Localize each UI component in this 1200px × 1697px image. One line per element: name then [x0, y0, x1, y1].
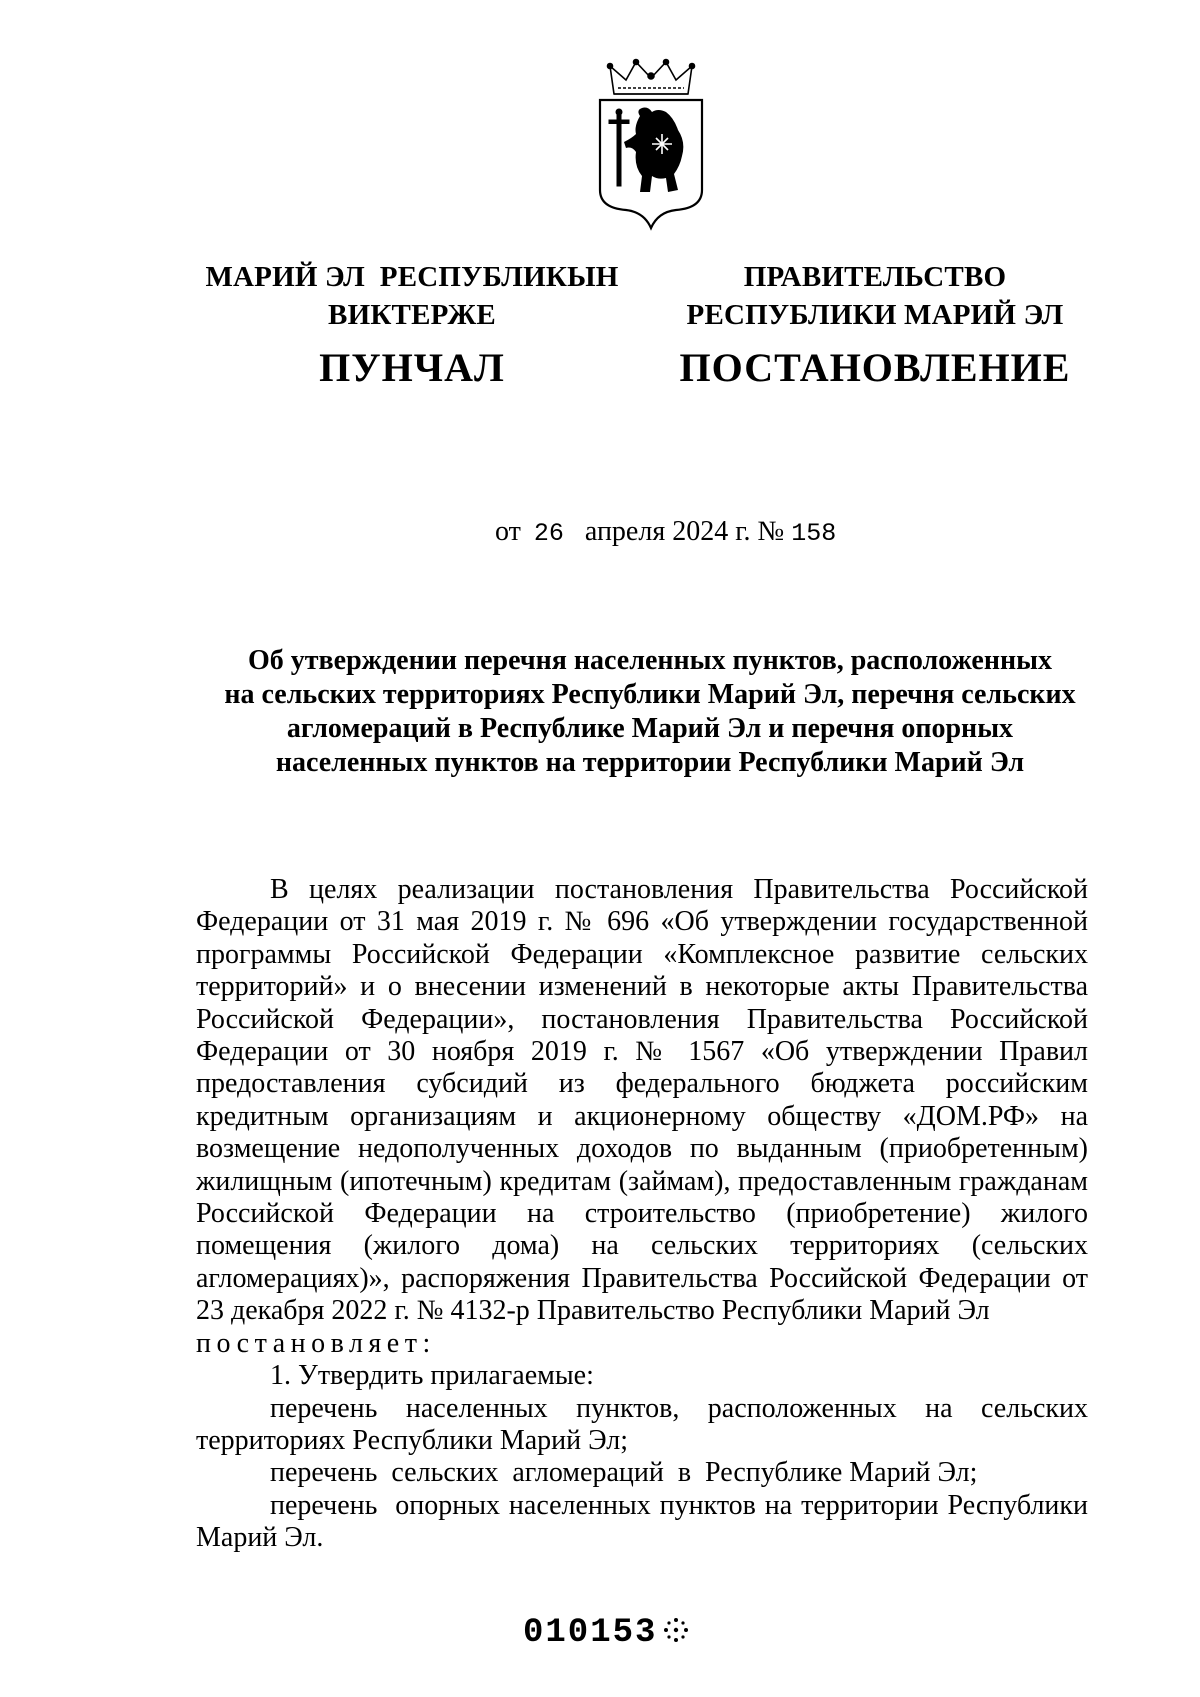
- coat-of-arms-emblem: [596, 58, 706, 234]
- header-left-line1: МАРИЙ ЭЛ РЕСПУБЛИКЫН: [205, 261, 619, 293]
- document-title: [190, 644, 1110, 780]
- title-line: населенных пунктов на территории Республики Марий Эл: [275, 747, 1025, 778]
- item-1: 1. Утвердить прилагаемые:: [270, 1360, 594, 1392]
- serial-number: 010153: [523, 1614, 658, 1652]
- document-body: [196, 874, 1095, 1555]
- title-line: на сельских территориях Республики Марий Эл, перечня сельских: [224, 679, 1076, 710]
- title-line: агломераций в Республике Марий Эл и перечня опорных: [286, 713, 1014, 744]
- title-line: Об утверждении перечня населенных пунктов, расположенных: [248, 645, 1052, 676]
- crown-icon: [608, 60, 695, 95]
- preamble-paragraph: В целях реализации постановления Правительства Российской Федерации от 31 мая 2019 г. № 696 «Об утверждении государственной программы Российской Федерации «Комплексное развитие сельских территорий» и о внесении изменений в некоторые акты Правительства Российской Федерации», постановления Правительства Российской Федерации от 30 ноября 2019 г. № 1567 «Об утверждении Правил предоставления субсидий из федерального бюджета российским кредитным организациям и акционерному обществу «ДОМ.РФ» на возмещение недополученных доходов по выданным (приобретенным) жилищным (ипотечным) кредитам (займам), предоставленным гражданам Российской Федерации на строительство (приобретение) жилого помещения (жилого дома) на сельских территориях (сельских агломерациях)», распоряжения Правительства Российской Федерации от 23 декабря 2022 г. № 4132-р Правительство Республики Марий Эл: [196, 874, 1088, 1327]
- list-item: перечень населенных пунктов, расположенных на сельских территориях Республики Марий Эл;: [196, 1392, 1088, 1456]
- document-number: 158: [791, 519, 837, 548]
- header-left-line2: ВИКТЕРЖЕ: [328, 299, 496, 331]
- header-left-doc-type: ПУНЧАЛ: [319, 345, 505, 390]
- date-day: 26: [533, 519, 564, 548]
- list-item: перечень сельских агломераций в Республике Марий Эл;: [270, 1457, 978, 1489]
- date-prefix: от: [495, 516, 521, 547]
- list-item: перечень опорных населенных пунктов на территории Республики Марий Эл.: [196, 1489, 1095, 1554]
- header-right-line2: РЕСПУБЛИКИ МАРИЙ ЭЛ: [686, 299, 1064, 331]
- header-right-doc-type: ПОСТАНОВЛЕНИЕ: [679, 345, 1071, 390]
- header-right-line1: ПРАВИТЕЛЬСТВО: [743, 261, 1007, 293]
- date-month-year: апреля 2024 г. №: [584, 516, 785, 547]
- date-line: [495, 515, 836, 551]
- header-right-russian: [665, 258, 1085, 392]
- header-left-mari: [182, 258, 642, 392]
- decree-word: постановляет:: [196, 1327, 436, 1359]
- security-mark-icon: [662, 1616, 690, 1644]
